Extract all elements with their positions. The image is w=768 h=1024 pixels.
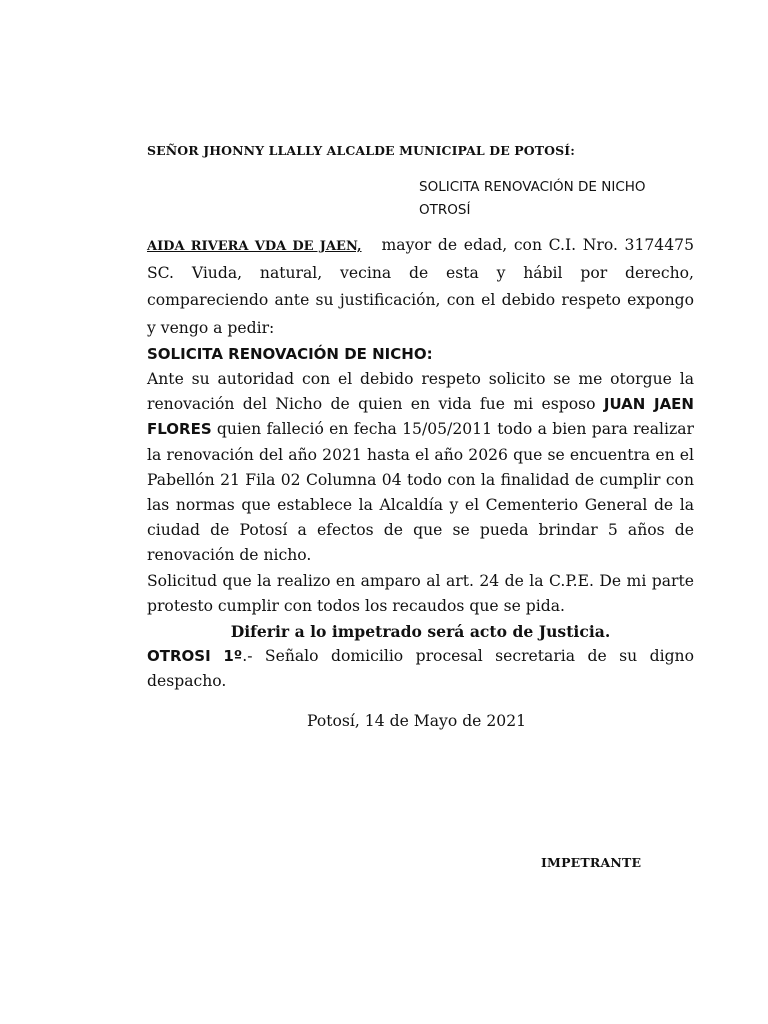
legal-basis-paragraph: Solicitud que la realizo en amparo al art. 24 de la C.P.E. De mi parte protesto cumplir con todos los recaudos que se pida. <box>147 571 694 615</box>
intro-text: mayor de edad, con C.I. Nro. 3174475 SC. Viuda, natural, vecina de esta y hábil por derecho, compareciendo ante su justificación, con el debido respeto expongo y vengo a pedir: <box>147 236 694 337</box>
request-text-before: Ante su autoridad con el debido respeto solicito se me otorgue la renovación del Nicho de quien en vida fue mi esposo <box>147 370 694 414</box>
closing-statement: Diferir a lo impetrado será acto de Justicia. <box>230 622 611 642</box>
subject-line-1: SOLICITA RENOVACIÓN DE NICHO <box>419 179 646 195</box>
deceased-name: JUAN JAEN FLORES <box>147 395 694 439</box>
signer-label: IMPETRANTE <box>541 855 642 870</box>
section-heading: SOLICITA RENOVACIÓN DE NICHO: <box>147 344 433 363</box>
otrosi-paragraph <box>147 644 694 694</box>
document-date: Potosí, 14 de Mayo de 2021 <box>307 712 527 730</box>
request-text-after: quien falleció en fecha 15/05/2011 todo a bien para realizar la renovación del año 2021 hasta el año 2026 que se encuentra en el Pabellón 21 Fila 02 Columna 04 todo con la finalidad de cumplir con las normas que establece la Alcaldía y el Cementerio General de la ciudad de Potosí a efectos de que se pueda brindar 5 años de renovación de nicho. <box>147 420 694 565</box>
document-body <box>147 232 694 695</box>
subject-block <box>419 176 646 222</box>
request-paragraph <box>147 367 694 569</box>
addressee-heading: SEÑOR JHONNY LLALLY ALCALDE MUNICIPAL DE POTOSÍ: <box>147 143 575 158</box>
subject-line-2: OTROSÍ <box>419 202 471 218</box>
intro-paragraph <box>147 232 694 342</box>
otrosi-label: OTROSI 1º <box>147 647 243 666</box>
petitioner-name: AIDA RIVERA VDA DE JAEN, <box>147 239 362 254</box>
otrosi-text: .- Señalo domicilio procesal secretaria de su digno despacho. <box>147 647 694 691</box>
